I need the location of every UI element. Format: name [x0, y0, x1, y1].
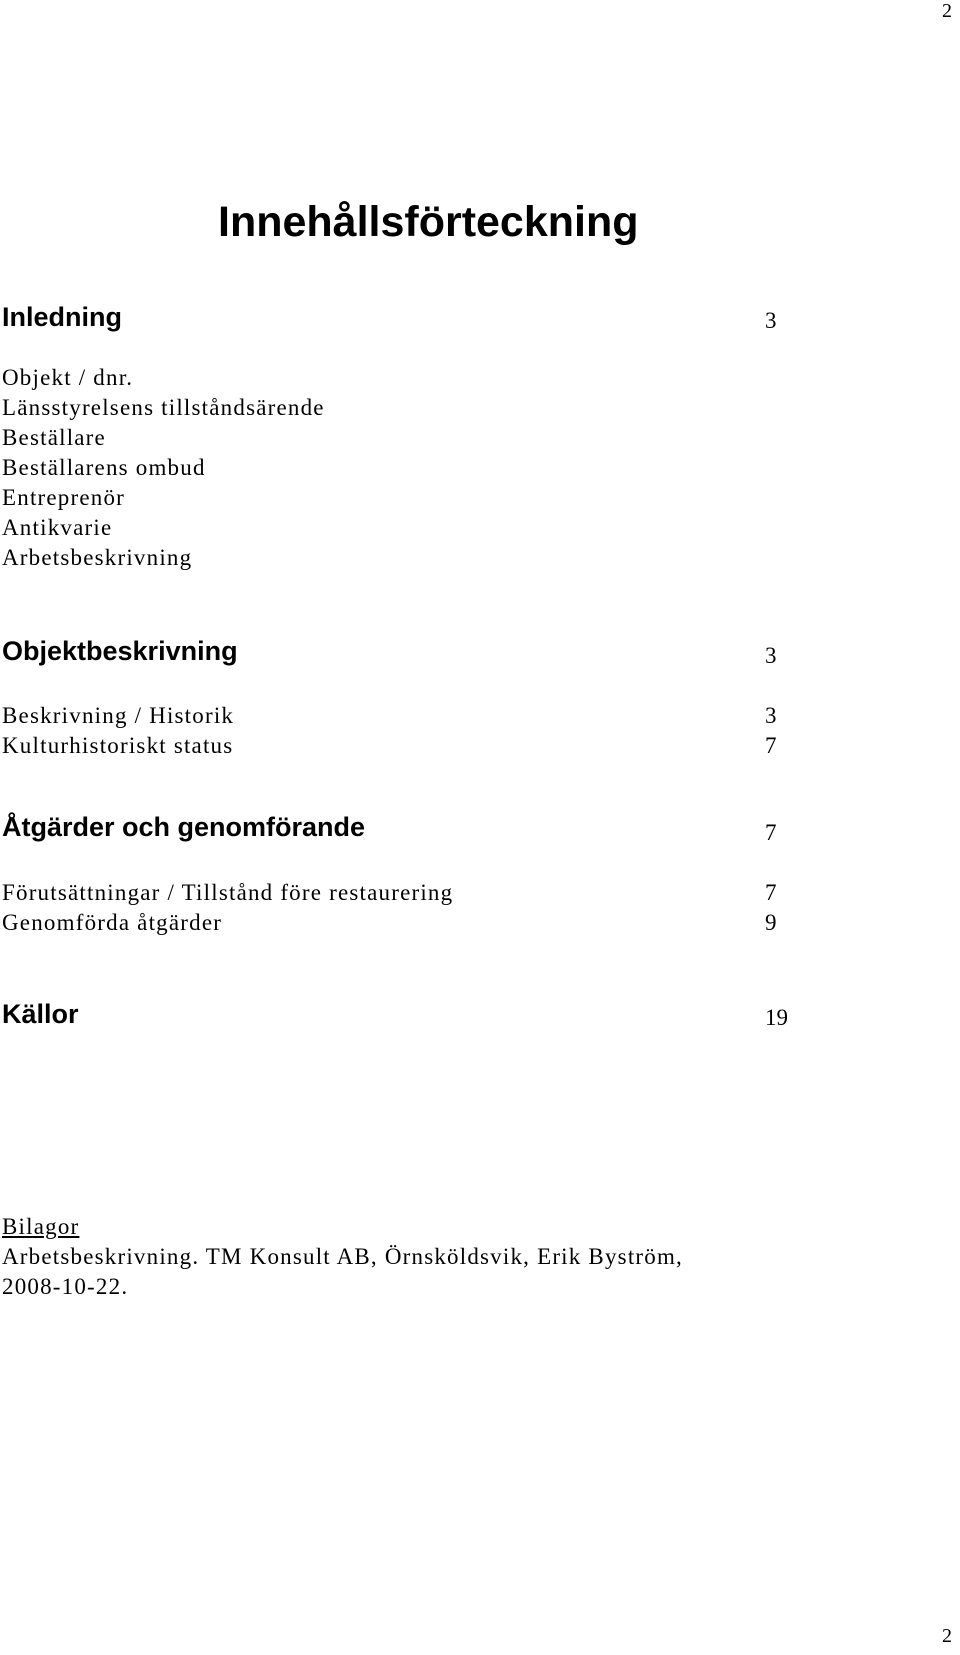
page-number-top: 2: [942, 0, 952, 22]
toc-item: Förutsättningar / Tillstånd före restaurering: [2, 880, 454, 905]
section-heading-objektbeskrivning: Objektbeskrivning: [2, 636, 238, 666]
toc-item-page: 7: [765, 733, 777, 758]
toc-item: Entreprenör: [2, 485, 126, 510]
section-heading-kallor: Källor: [2, 999, 79, 1029]
appendix-line-1: Arbetsbeskrivning. TM Konsult AB, Örnsköldsvik, Erik Byström,: [2, 1244, 684, 1269]
section-heading-atgarder: Åtgärder och genomförande: [2, 812, 366, 842]
section-page-kallor: 19: [765, 1005, 788, 1030]
toc-item: Beskrivning / Historik: [2, 703, 235, 728]
section-page-inledning: 3: [765, 308, 777, 333]
toc-item: Beställarens ombud: [2, 455, 206, 480]
section-page-objektbeskrivning: 3: [765, 643, 777, 668]
appendix-heading: Bilagor: [2, 1214, 80, 1239]
toc-item: Objekt / dnr.: [2, 365, 134, 390]
toc-item-page: 7: [765, 880, 777, 905]
toc-item: Länsstyrelsens tillståndsärende: [2, 395, 325, 420]
toc-item-page: 9: [765, 910, 777, 935]
toc-title: Innehållsförteckning: [218, 198, 639, 246]
toc-item: Arbetsbeskrivning: [2, 545, 193, 570]
appendix-line-2: 2008-10-22.: [2, 1274, 129, 1299]
toc-item: Antikvarie: [2, 515, 113, 540]
page-number-bottom: 2: [942, 1625, 952, 1647]
toc-item: Kulturhistoriskt status: [2, 733, 234, 758]
toc-item-page: 3: [765, 703, 777, 728]
toc-item: Genomförda åtgärder: [2, 910, 223, 935]
section-heading-inledning: Inledning: [2, 302, 122, 332]
toc-item: Beställare: [2, 425, 106, 450]
section-page-atgarder: 7: [765, 820, 777, 845]
